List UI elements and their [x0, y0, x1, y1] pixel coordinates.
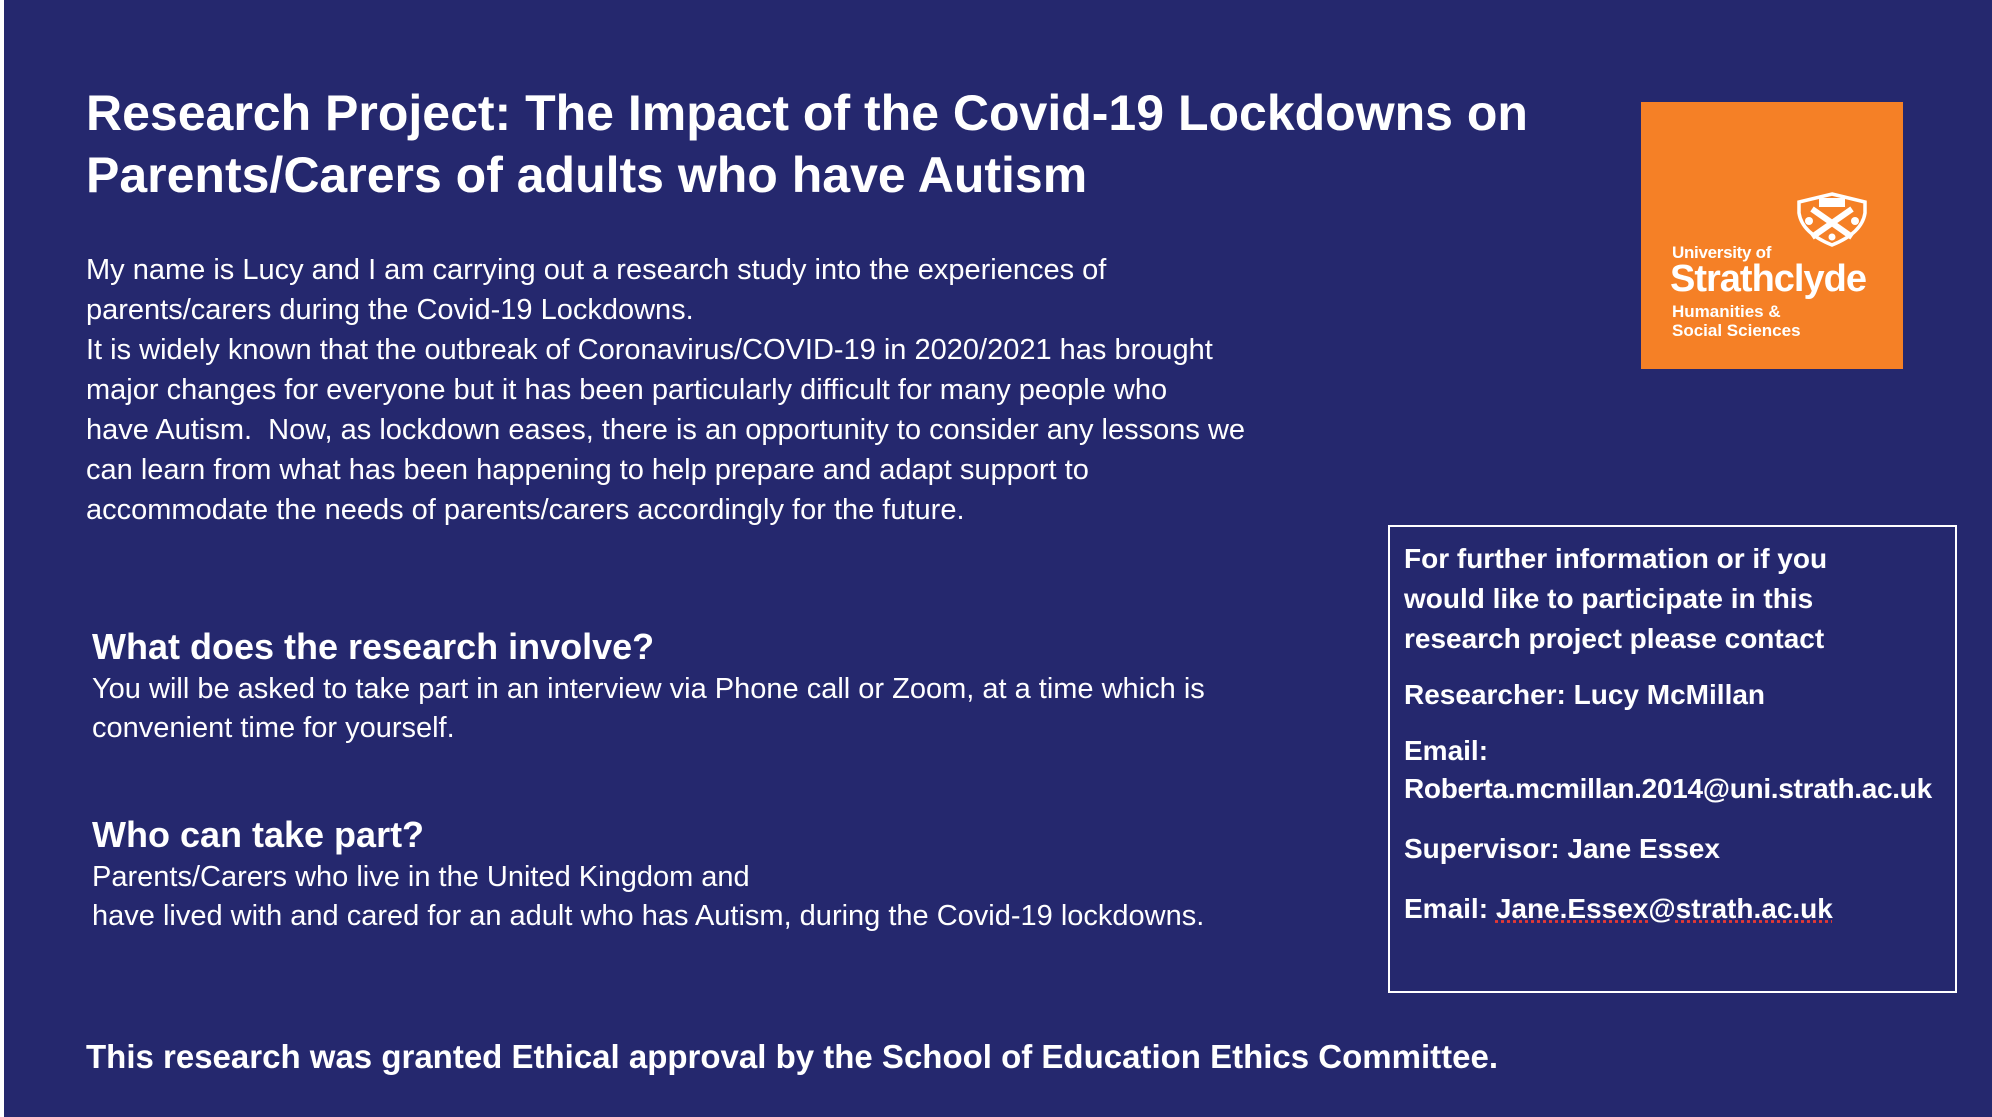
- intro-line: major changes for everyone but it has been particularly difficult for many people who: [86, 374, 1168, 406]
- logo-faculty-line: Humanities &: [1672, 302, 1781, 321]
- university-logo: [1641, 102, 1903, 369]
- intro-line: accommodate the needs of parents/carers accordingly for the future.: [86, 494, 965, 526]
- section-line: have lived with and cared for an adult who has Autism, during the Covid-19 lockdowns.: [92, 900, 1205, 932]
- intro-line: parents/carers during the Covid-19 Lockdowns.: [86, 294, 694, 326]
- supervisor-email-link[interactable]: Jane.Essex@strath.ac.uk: [1495, 893, 1833, 924]
- intro-paragraph: [86, 250, 1336, 530]
- page-title: [86, 82, 1566, 206]
- section-who-can-take-part: [92, 812, 1342, 936]
- university-crest-icon: [1792, 191, 1872, 247]
- section-research-involve: [92, 624, 1342, 748]
- intro-line: can learn from what has been happening to help prepare and adapt support to: [86, 454, 1089, 486]
- intro-line: My name is Lucy and I am carrying out a research study into the experiences of: [86, 254, 1107, 286]
- contact-intro-line: research project please contact: [1404, 623, 1825, 654]
- supervisor-name: Supervisor: Jane Essex: [1404, 833, 1720, 864]
- intro-line: have Autism. Now, as lockdown eases, there is an opportunity to consider any lessons we: [86, 414, 1246, 446]
- researcher-email-label: Email:: [1404, 735, 1489, 766]
- title-line-1: Research Project: The Impact of the Covid-19 Lockdowns on: [86, 85, 1528, 141]
- supervisor-email-row: [1404, 889, 1941, 929]
- ethics-approval-footer: This research was granted Ethical approval by the School of Education Ethics Committee.: [86, 1038, 1498, 1075]
- slide: [4, 0, 1992, 1117]
- logo-faculty: [1672, 302, 1801, 340]
- researcher-email[interactable]: Roberta.mcmillan.2014@uni.strath.ac.uk: [1404, 773, 1932, 804]
- researcher-name: Researcher: Lucy McMillan: [1404, 679, 1766, 710]
- logo-university-of: University of: [1672, 243, 1772, 262]
- contact-box: [1388, 525, 1957, 993]
- contact-intro-line: would like to participate in this: [1404, 583, 1814, 614]
- supervisor-email-label: Email:: [1404, 893, 1489, 924]
- section-heading: Who can take part?: [92, 814, 425, 855]
- contact-intro: [1404, 539, 1941, 659]
- section-heading: What does the research involve?: [92, 626, 655, 667]
- contact-intro-line: For further information or if you: [1404, 543, 1828, 574]
- section-line: convenient time for yourself.: [92, 712, 455, 744]
- intro-line: It is widely known that the outbreak of Coronavirus/COVID-19 in 2020/2021 has brought: [86, 334, 1213, 366]
- logo-faculty-line: Social Sciences: [1672, 321, 1801, 340]
- title-line-2: Parents/Carers of adults who have Autism: [86, 147, 1088, 203]
- section-line: You will be asked to take part in an interview via Phone call or Zoom, at a time which is: [92, 673, 1205, 705]
- logo-name: Strathclyde: [1670, 258, 1866, 300]
- section-line: Parents/Carers who live in the United Kingdom and: [92, 861, 750, 893]
